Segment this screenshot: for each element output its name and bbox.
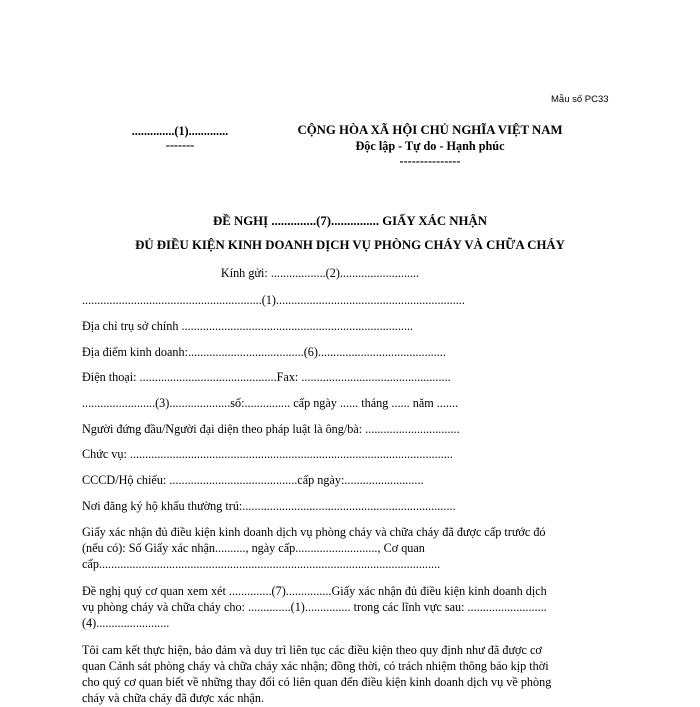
- residence-field: Nơi đăng ký hộ khẩu thường trú:......................................................................: [82, 499, 456, 513]
- document-title-line-2: ĐỦ ĐIỀU KIỆN KINH DOANH DỊCH VỤ PHÒNG CHÁY VÀ CHỮA CHÁY: [135, 238, 565, 252]
- previous-certificate-line-3: cấp................................................................................................................: [82, 557, 441, 571]
- representative-field: Người đứng đầu/Người đại diện theo pháp luật là ông/bà: ...............................: [82, 422, 460, 436]
- business-location-field: Địa điểm kinh doanh:......................................(6)..........................................: [82, 345, 446, 359]
- commitment-line-2: quan Cảnh sát phòng cháy và chữa cháy xác nhận; đồng thời, có trách nhiệm thông báo kịp thời: [82, 659, 549, 673]
- position-field: Chức vụ: ..........................................................................................................: [82, 447, 453, 461]
- main-office-field: Địa chỉ trụ sở chính ............................................................................: [82, 319, 414, 333]
- certificate-field: ........................(3)....................số:............... cấp ngày ...... tháng ...... năm .......: [82, 396, 459, 410]
- request-line-3: (4)........................: [82, 616, 170, 630]
- motto-rule: ---------------: [399, 154, 461, 168]
- previous-certificate-line-2: (nếu có): Số Giấy xác nhận.........., ngày cấp..........................., Cơ quan: [82, 541, 425, 555]
- commitment-line-4: cháy và chữa cháy đã được xác nhận.: [82, 691, 265, 705]
- commitment-line-3: cho quý cơ quan biết về những thay đổi có liên quan đến điều kiện kinh doanh dịch vụ về phòng: [82, 675, 552, 689]
- agency-rule: -------: [165, 138, 195, 152]
- organization-line: ...........................................................(1)..............................................................: [82, 293, 465, 307]
- form-code: Mẫu số PC33: [551, 94, 609, 105]
- agency-placeholder: ..............(1).............: [131, 124, 229, 138]
- request-line-2: vụ phòng cháy và chữa cháy cho: ..............(1)............... trong các lĩnh vực sau: ..........................: [82, 600, 547, 614]
- phone-fax-field: Điện thoại: .............................................Fax: .................................................: [82, 370, 451, 384]
- addressee: Kính gửi: ..................(2)..........................: [220, 266, 420, 280]
- national-motto: Độc lập - Tự do - Hạnh phúc: [355, 139, 505, 153]
- document-title-line-1: ĐỀ NGHỊ ..............(7)............... GIẤY XÁC NHẬN: [213, 214, 487, 228]
- previous-certificate-line-1: Giấy xác nhận đủ điều kiện kinh doanh dịch vụ phòng cháy và chữa cháy đã được cấp trước đó: [82, 525, 546, 539]
- id-card-field: CCCD/Hộ chiếu: ..........................................cấp ngày:..........................: [82, 473, 424, 487]
- commitment-line-1: Tôi cam kết thực hiện, bảo đảm và duy trì liên tục các điều kiện theo quy định như đã được cơ: [82, 643, 542, 657]
- request-line-1: Đề nghị quý cơ quan xem xét ..............(7)...............Giấy xác nhận đủ điều kiện kinh doanh dịch: [82, 584, 547, 598]
- country-name: CỘNG HÒA XÃ HỘI CHỦ NGHĨA VIỆT NAM: [297, 123, 563, 137]
